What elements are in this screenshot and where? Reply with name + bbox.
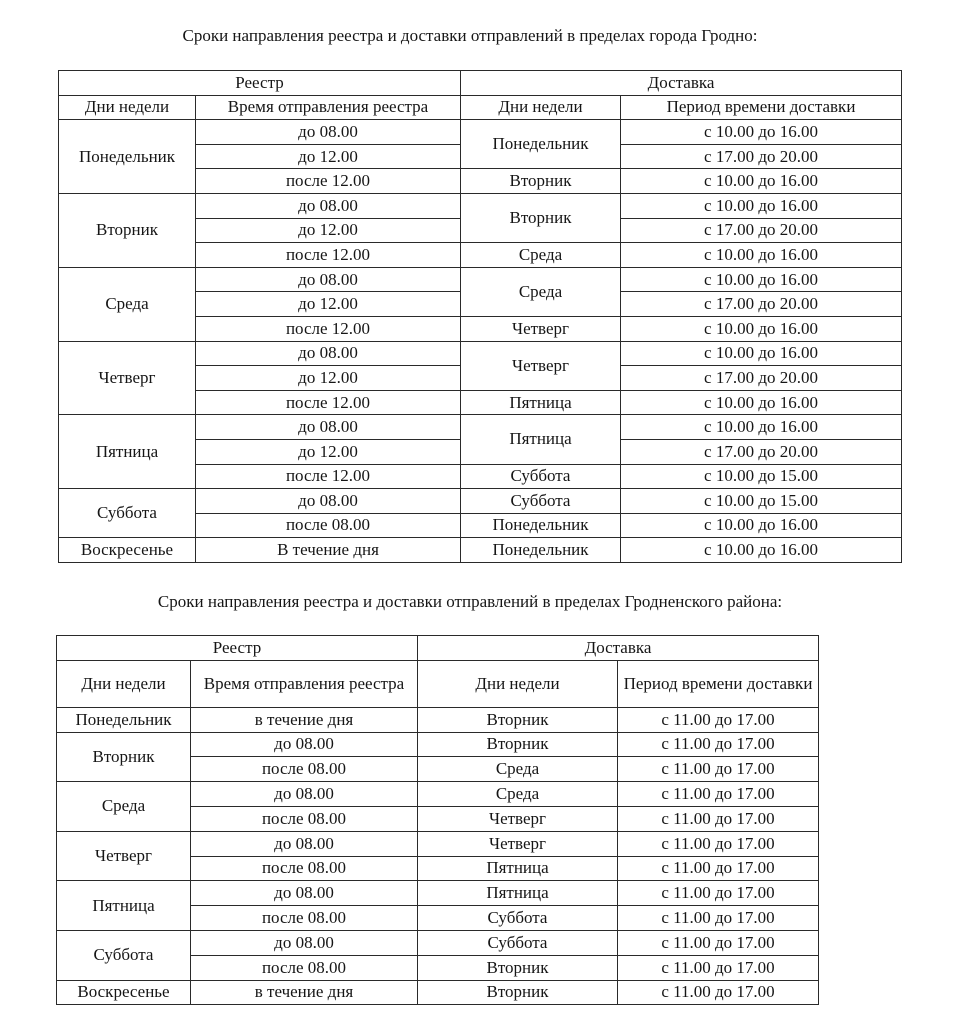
period-cell: с 10.00 до 16.00	[621, 243, 902, 268]
send-time-cell: до 08.00	[196, 341, 461, 366]
delivery-day-cell: Пятница	[461, 390, 621, 415]
delivery-day-cell: Пятница	[418, 881, 618, 906]
table-row	[59, 120, 902, 145]
send-time-cell: до 08.00	[191, 782, 418, 807]
period-cell: с 10.00 до 16.00	[621, 120, 902, 145]
delivery-day-cell: Вторник	[418, 732, 618, 757]
send-time-cell: после 12.00	[196, 169, 461, 194]
period-cell: с 10.00 до 16.00	[621, 267, 902, 292]
send-time-cell: до 08.00	[191, 732, 418, 757]
registry-header: Реестр	[59, 71, 461, 96]
send-time-cell: после 12.00	[196, 316, 461, 341]
day-cell: Пятница	[57, 881, 191, 931]
period-cell: с 10.00 до 16.00	[621, 341, 902, 366]
days-header: Дни недели	[59, 95, 196, 120]
table-row	[59, 341, 902, 366]
delivery-day-cell: Пятница	[418, 856, 618, 881]
send-time-cell: после 12.00	[196, 390, 461, 415]
table-row	[57, 831, 819, 856]
day-cell: Среда	[59, 267, 196, 341]
period-cell: с 10.00 до 16.00	[621, 513, 902, 538]
table-row	[59, 267, 902, 292]
period-cell: с 10.00 до 16.00	[621, 193, 902, 218]
send-time-cell: до 08.00	[196, 120, 461, 145]
delivery-day-cell: Пятница	[461, 415, 621, 464]
days-header: Дни недели	[57, 660, 191, 707]
send-time-cell: в течение дня	[191, 980, 418, 1005]
subheader-row	[57, 660, 819, 707]
period-cell: с 11.00 до 17.00	[618, 881, 819, 906]
delivery-day-cell: Понедельник	[461, 513, 621, 538]
day-cell: Воскресенье	[57, 980, 191, 1005]
delivery-day-cell: Четверг	[418, 806, 618, 831]
header-row	[59, 71, 902, 96]
send-time-cell: до 08.00	[196, 415, 461, 440]
period-cell: с 11.00 до 17.00	[618, 806, 819, 831]
day-cell: Вторник	[59, 193, 196, 267]
day-cell: Понедельник	[57, 707, 191, 732]
delivery-day-cell: Суббота	[461, 464, 621, 489]
period-cell: с 11.00 до 17.00	[618, 707, 819, 732]
delivery-day-cell: Четверг	[461, 316, 621, 341]
send-time-cell: до 12.00	[196, 218, 461, 243]
table-row	[57, 881, 819, 906]
period-cell: с 10.00 до 15.00	[621, 464, 902, 489]
period-cell: с 10.00 до 15.00	[621, 489, 902, 514]
send-time-cell: до 08.00	[191, 831, 418, 856]
delivery-day-cell: Четверг	[418, 831, 618, 856]
send-time-cell: до 08.00	[196, 267, 461, 292]
send-time-header: Время отправления реестра	[191, 660, 418, 707]
delivery-day-cell: Вторник	[418, 707, 618, 732]
table-row	[59, 489, 902, 514]
send-time-cell: после 08.00	[191, 806, 418, 831]
day-cell: Суббота	[57, 930, 191, 980]
delivery-header: Доставка	[418, 636, 819, 661]
delivery-header: Доставка	[461, 71, 902, 96]
table-row	[57, 980, 819, 1005]
period-cell: с 11.00 до 17.00	[618, 906, 819, 931]
delivery-day-cell: Вторник	[461, 193, 621, 242]
delivery-day-cell: Вторник	[418, 980, 618, 1005]
table-row	[59, 538, 902, 563]
day-cell: Среда	[57, 782, 191, 832]
period-cell: с 10.00 до 16.00	[621, 538, 902, 563]
send-time-cell: после 08.00	[191, 757, 418, 782]
delivery-day-cell: Четверг	[461, 341, 621, 390]
table-row	[57, 930, 819, 955]
period-cell: с 10.00 до 16.00	[621, 415, 902, 440]
period-cell: с 17.00 до 20.00	[621, 144, 902, 169]
delivery-day-cell: Понедельник	[461, 120, 621, 169]
delivery-day-cell: Среда	[461, 267, 621, 316]
send-time-cell: в течение дня	[191, 707, 418, 732]
period-cell: с 11.00 до 17.00	[618, 955, 819, 980]
period-cell: с 11.00 до 17.00	[618, 757, 819, 782]
delivery-day-cell: Понедельник	[461, 538, 621, 563]
period-cell: с 11.00 до 17.00	[618, 732, 819, 757]
period-cell: с 17.00 до 20.00	[621, 439, 902, 464]
period-cell: с 10.00 до 16.00	[621, 316, 902, 341]
day-cell: Понедельник	[59, 120, 196, 194]
registry-header: Реестр	[57, 636, 418, 661]
send-time-cell: до 12.00	[196, 144, 461, 169]
send-time-cell: В течение дня	[196, 538, 461, 563]
send-time-cell: до 12.00	[196, 439, 461, 464]
table-row	[59, 193, 902, 218]
city-schedule-title: Сроки направления реестра и доставки отправлений в пределах города Гродно:	[182, 26, 758, 45]
day-cell: Четверг	[59, 341, 196, 415]
delivery-days-header: Дни недели	[418, 660, 618, 707]
delivery-day-cell: Суббота	[461, 489, 621, 514]
delivery-day-cell: Среда	[461, 243, 621, 268]
period-cell: с 10.00 до 16.00	[621, 169, 902, 194]
send-time-cell: после 08.00	[191, 955, 418, 980]
table-row	[57, 707, 819, 732]
delivery-day-cell: Суббота	[418, 930, 618, 955]
period-cell: с 17.00 до 20.00	[621, 366, 902, 391]
period-cell: с 11.00 до 17.00	[618, 831, 819, 856]
period-cell: с 17.00 до 20.00	[621, 292, 902, 317]
delivery-days-header: Дни недели	[461, 95, 621, 120]
send-time-cell: до 12.00	[196, 292, 461, 317]
period-cell: с 11.00 до 17.00	[618, 782, 819, 807]
send-time-cell: после 12.00	[196, 464, 461, 489]
day-cell: Вторник	[57, 732, 191, 782]
send-time-cell: после 08.00	[191, 856, 418, 881]
send-time-cell: до 08.00	[196, 489, 461, 514]
delivery-day-cell: Среда	[418, 757, 618, 782]
day-cell: Воскресенье	[59, 538, 196, 563]
send-time-cell: до 08.00	[196, 193, 461, 218]
delivery-day-cell: Среда	[418, 782, 618, 807]
period-cell: с 11.00 до 17.00	[618, 930, 819, 955]
city-schedule-table	[58, 70, 902, 563]
period-cell: с 11.00 до 17.00	[618, 980, 819, 1005]
send-time-cell: после 08.00	[191, 906, 418, 931]
period-cell: с 17.00 до 20.00	[621, 218, 902, 243]
delivery-day-cell: Вторник	[461, 169, 621, 194]
send-time-cell: после 12.00	[196, 243, 461, 268]
delivery-day-cell: Вторник	[418, 955, 618, 980]
table-row	[59, 415, 902, 440]
district-schedule-title: Сроки направления реестра и доставки отправлений в пределах Гродненского района:	[157, 592, 783, 611]
period-cell: с 10.00 до 16.00	[621, 390, 902, 415]
table-row	[57, 782, 819, 807]
send-time-cell: до 08.00	[191, 881, 418, 906]
table-row	[57, 732, 819, 757]
send-time-cell: до 08.00	[191, 930, 418, 955]
subheader-row	[59, 95, 902, 120]
day-cell: Четверг	[57, 831, 191, 881]
header-row	[57, 636, 819, 661]
period-header: Период времени доставки	[621, 95, 902, 120]
send-time-cell: после 08.00	[196, 513, 461, 538]
day-cell: Пятница	[59, 415, 196, 489]
district-schedule-table	[56, 635, 819, 1005]
delivery-day-cell: Суббота	[418, 906, 618, 931]
period-header: Период времени доставки	[618, 660, 819, 707]
send-time-header: Время отправления реестра	[196, 95, 461, 120]
period-cell: с 11.00 до 17.00	[618, 856, 819, 881]
day-cell: Суббота	[59, 489, 196, 538]
send-time-cell: до 12.00	[196, 366, 461, 391]
